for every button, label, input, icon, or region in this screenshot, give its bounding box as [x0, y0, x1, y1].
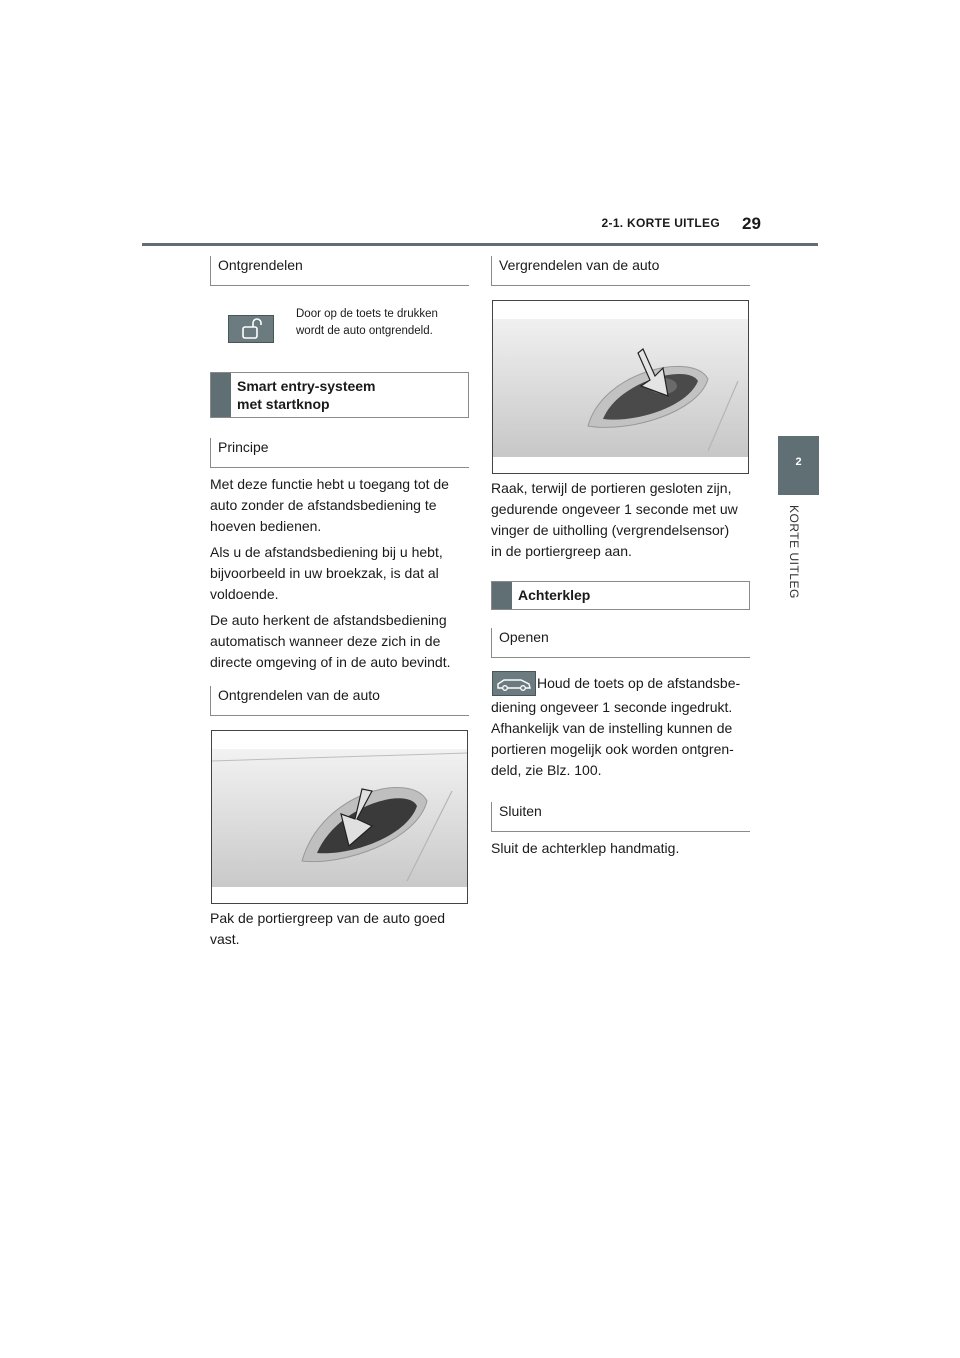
principle-heading [210, 438, 469, 468]
principle-text [210, 474, 475, 673]
unlock-caption-line: Door op de toets te drukken [296, 308, 438, 320]
paragraph-line: automatisch wanneer deze zich in de [210, 633, 441, 649]
close-heading [491, 802, 750, 832]
door-handle-touch-illustration [492, 300, 749, 474]
lock-car-text [491, 478, 756, 562]
unlock-car-text [210, 908, 475, 950]
paragraph-line: voldoende. [210, 586, 279, 602]
box-accent-bar [492, 582, 512, 609]
unlock-heading-text: Ontgrendelen [218, 257, 303, 273]
smart-entry-line: Smart entry-systeem [237, 378, 376, 394]
unlock-car-heading [210, 686, 469, 716]
paragraph-line: Als u de afstandsbediening bij u hebt, [210, 544, 443, 560]
paragraph-line: hoeven bedienen. [210, 518, 322, 534]
open-text [491, 673, 761, 781]
chapter-number: 2 [795, 456, 802, 468]
door-handle-grab-illustration [211, 730, 468, 904]
lock-car-heading-text: Vergrendelen van de auto [499, 257, 660, 273]
paragraph-line: diening ongeveer 1 seconde ingedrukt. [491, 699, 733, 715]
paragraph-line: vinger de uitholling (vergrendelsensor) [491, 522, 730, 538]
open-heading-text: Openen [499, 629, 549, 645]
open-heading [491, 628, 750, 658]
close-text: Sluit de achterklep handmatig. [491, 840, 680, 856]
smart-entry-box [210, 372, 469, 418]
paragraph-line: Met deze functie hebt u toegang tot de [210, 476, 449, 492]
close-heading-text: Sluiten [499, 803, 542, 819]
lock-car-heading [491, 256, 750, 286]
unlock-icon [228, 315, 274, 343]
principle-heading-text: Principe [218, 439, 269, 455]
paragraph-line: bijvoorbeeld in uw broekzak, is dat al [210, 565, 439, 581]
paragraph-line: Afhankelijk van de instelling kunnen de [491, 720, 733, 736]
paragraph-line: Raak, terwijl de portieren gesloten zijn, [491, 480, 732, 496]
paragraph-line: auto zonder de afstandsbediening te [210, 497, 437, 513]
paragraph-line: Houd de toets op de afstandsbe- [537, 675, 741, 691]
tailgate-title: Achterklep [518, 587, 591, 603]
paragraph-line: gedurende ongeveer 1 seconde met uw [491, 501, 738, 517]
unlock-car-heading-text: Ontgrendelen van de auto [218, 687, 380, 703]
tailgate-box [491, 581, 750, 610]
page-number: 29 [742, 214, 761, 233]
header-rule [142, 243, 818, 246]
section-title: 2-1. KORTE UITLEG [601, 216, 720, 230]
smart-entry-title [237, 377, 376, 413]
paragraph-line: vast. [210, 931, 240, 947]
paragraph-line: in de portiergreep aan. [491, 543, 632, 559]
paragraph-line: directe omgeving of in de auto bevindt. [210, 654, 451, 670]
unlock-caption-line: wordt de auto ontgrendeld. [296, 325, 433, 337]
paragraph-line: deld, zie Blz. 100. [491, 762, 602, 778]
paragraph-line: Pak de portiergreep van de auto goed [210, 910, 446, 926]
smart-entry-line: met startknop [237, 396, 330, 412]
paragraph-line: portieren mogelijk ook worden ontgren- [491, 741, 734, 757]
box-accent-bar [211, 373, 231, 417]
unlock-heading [210, 256, 469, 286]
chapter-label: KORTE UITLEG [787, 505, 801, 599]
paragraph-line: De auto herkent de afstandsbediening [210, 612, 447, 628]
unlock-caption [296, 306, 438, 340]
